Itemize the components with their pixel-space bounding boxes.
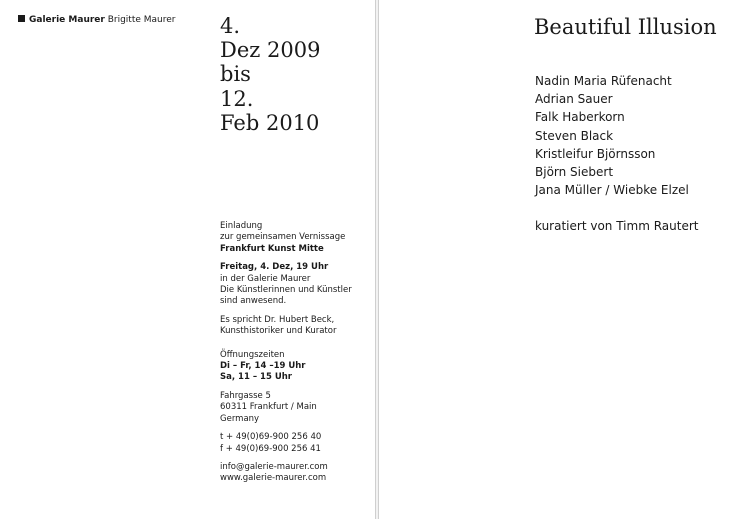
artist-name: Adrian Sauer bbox=[535, 92, 613, 107]
hours-saturday: Sa, 11 – 15 Uhr bbox=[220, 372, 292, 383]
exhibition-title: Beautiful Illusion bbox=[534, 15, 717, 39]
hours-weekdays: Di – Fr, 14 –19 Uhr bbox=[220, 361, 306, 372]
gallery-name: Galerie Maurer bbox=[29, 15, 105, 25]
artist-name: Falk Haberkorn bbox=[535, 110, 625, 125]
invitation-info bbox=[220, 221, 370, 492]
artist-name: Nadin Maria Rüfenacht bbox=[535, 74, 672, 88]
left-page bbox=[0, 0, 376, 519]
fax-number: f + 49(0)69-900 256 41 bbox=[220, 443, 321, 454]
artist-name: Kristleifur Björnsson bbox=[535, 146, 656, 161]
phone-number: t + 49(0)69-900 256 40 bbox=[220, 432, 322, 443]
artists-note: Die Künstlerinnen und Künstler bbox=[220, 285, 352, 296]
address bbox=[220, 391, 370, 425]
phone-fax bbox=[220, 432, 370, 455]
online-contact bbox=[220, 462, 370, 485]
hours-heading: Öffnungszeiten bbox=[220, 349, 285, 360]
invitation-intro bbox=[220, 221, 370, 255]
opening-location: in der Galerie Maurer bbox=[220, 273, 311, 284]
opening-time: Freitag, 4. Dez, 19 Uhr bbox=[220, 262, 329, 273]
start-month-year: Dez 2009 bbox=[220, 38, 321, 63]
speaker-line: Kunsthistoriker und Kurator bbox=[220, 326, 337, 337]
date-range bbox=[220, 14, 320, 135]
artist-name: Steven Black bbox=[535, 128, 614, 143]
invitation-line: zur gemeinsamen Vernissage bbox=[220, 232, 346, 243]
website-link[interactable]: www.galerie-maurer.com bbox=[220, 473, 327, 484]
speaker-line: Es spricht Dr. Hubert Beck, bbox=[220, 314, 335, 325]
start-day: 4. bbox=[220, 14, 241, 38]
end-day: 12. bbox=[220, 86, 254, 111]
address-city: 60311 Frankfurt / Main bbox=[220, 402, 317, 413]
end-month-year: Feb 2010 bbox=[220, 110, 320, 135]
gallery-owner: Brigitte Maurer bbox=[107, 15, 176, 25]
artists-note: sind anwesend. bbox=[220, 296, 287, 307]
email-link[interactable]: info@galerie-maurer.com bbox=[220, 461, 328, 472]
artist-list bbox=[535, 72, 689, 199]
curator-credit: kuratiert von Timm Rautert bbox=[535, 219, 699, 233]
artist-name: Jana Müller / Wiebke Elzel bbox=[535, 183, 689, 198]
opening-details bbox=[220, 262, 370, 308]
right-page bbox=[378, 0, 755, 519]
square-bullet-icon bbox=[18, 15, 25, 22]
address-street: Fahrgasse 5 bbox=[220, 390, 271, 401]
date-separator: bis bbox=[220, 62, 251, 87]
invitation-line: Einladung bbox=[220, 221, 263, 231]
event-name: Frankfurt Kunst Mitte bbox=[220, 243, 324, 254]
opening-hours bbox=[220, 350, 370, 384]
address-country: Germany bbox=[220, 413, 260, 424]
gallery-header bbox=[18, 15, 175, 25]
speaker-info bbox=[220, 315, 370, 338]
artist-name: Björn Siebert bbox=[535, 165, 614, 180]
